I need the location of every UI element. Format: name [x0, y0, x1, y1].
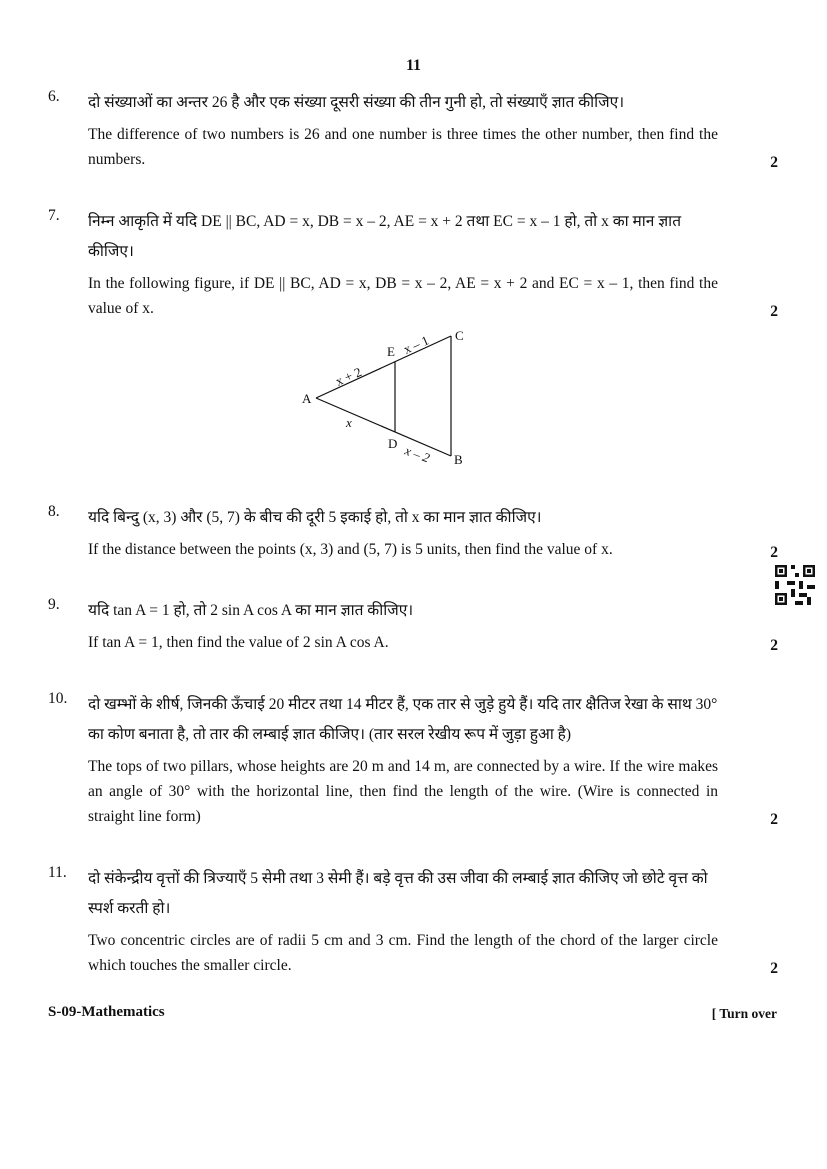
question-8 — [48, 503, 778, 562]
vertex-b-label: B — [454, 452, 463, 467]
label-db: x – 2 — [402, 442, 432, 466]
label-ec: x – 1 — [401, 332, 431, 357]
vertex-e-label: E — [387, 344, 395, 359]
question-marks: 2 — [770, 303, 778, 320]
triangle-figure — [298, 326, 473, 472]
vertex-c-label: C — [455, 328, 464, 343]
question-text-english: If tan A = 1, then find the value of 2 sin A cos A. — [88, 634, 389, 651]
question-6 — [48, 88, 778, 172]
vertex-d-label: D — [388, 436, 398, 451]
question-text-english: The tops of two pillars, whose heights are 20 m and 14 m, are connected by a wire. If the wire makes an angle of 30° with the horizontal line, then find the length of the wire. (Wire is connected in straight line form) — [88, 758, 718, 825]
turn-over-note: [ Turn over — [711, 1006, 777, 1021]
question-number: 6. — [48, 88, 60, 105]
vertex-a-label: A — [302, 391, 312, 406]
question-text-english: Two concentric circles are of radii 5 cm and 3 cm. Find the length of the chord of the larger circle which touches the smaller circle. — [88, 932, 718, 974]
paper-code: S-09-Mathematics — [48, 1004, 165, 1020]
question-text-english: If the distance between the points (x, 3) and (5, 7) is 5 units, then find the value of x. — [88, 541, 613, 558]
side-ac — [316, 336, 451, 398]
label-ad: x — [346, 415, 352, 430]
qr-code-icon — [775, 565, 815, 605]
question-11 — [48, 864, 778, 978]
question-text-hindi: दो संख्याओं का अन्तर 26 है और एक संख्या दूसरी संख्या की तीन गुनी हो, तो संख्याएँ ज्ञात कीजिए। — [88, 94, 625, 111]
question-marks: 2 — [770, 960, 778, 977]
question-text-english: In the following figure, if DE || BC, AD = x, DB = x – 2, AE = x + 2 and EC = x – 1, then find the value of x. — [88, 275, 718, 317]
question-marks: 2 — [770, 544, 778, 561]
question-marks: 2 — [770, 811, 778, 828]
question-marks: 2 — [770, 637, 778, 654]
label-ae: x + 2 — [333, 364, 364, 389]
question-marks: 2 — [770, 154, 778, 171]
question-number: 9. — [48, 596, 60, 613]
question-9 — [48, 596, 778, 655]
question-text-hindi: दो संकेन्द्रीय वृत्तों की त्रिज्याएँ 5 सेमी तथा 3 सेमी हैं। बड़े वृत्त की उस जीवा की लम्बाई ज्ञात कीजिए जो छोटे वृत्त को स्पर्श करती हो। — [88, 870, 708, 917]
question-text-hindi: निम्न आकृति में यदि DE || BC, AD = x, DB = x – 2, AE = x + 2 तथा EC = x – 1 हो, तो x का मान ज्ञात कीजिए। — [88, 213, 682, 260]
question-text-hindi: यदि बिन्दु (x, 3) और (5, 7) के बीच की दूरी 5 इकाई हो, तो x का मान ज्ञात कीजिए। — [88, 509, 542, 526]
question-number: 10. — [48, 690, 68, 707]
question-number: 8. — [48, 503, 60, 520]
question-text-english: The difference of two numbers is 26 and one number is three times the other number, then find the numbers. — [88, 126, 718, 168]
question-number: 11. — [48, 864, 67, 881]
question-text-hindi: यदि tan A = 1 हो, तो 2 sin A cos A का मान ज्ञात कीजिए। — [88, 602, 414, 619]
question-7 — [48, 207, 778, 321]
side-ab — [316, 398, 451, 456]
question-text-hindi: दो खम्भों के शीर्ष, जिनकी ऊँचाई 20 मीटर तथा 14 मीटर हैं, एक तार से जुड़े हुये हैं। यदि तार क्षैतिज रेखा के साथ 30° का कोण बनाता है, तो तार की लम्बाई ज्ञात कीजिए। (तार सरल रेखीय रूप में जुड़ा हुआ है) — [88, 696, 718, 743]
question-10 — [48, 690, 778, 829]
question-number: 7. — [48, 207, 60, 224]
page-number: 11 — [405, 57, 422, 74]
